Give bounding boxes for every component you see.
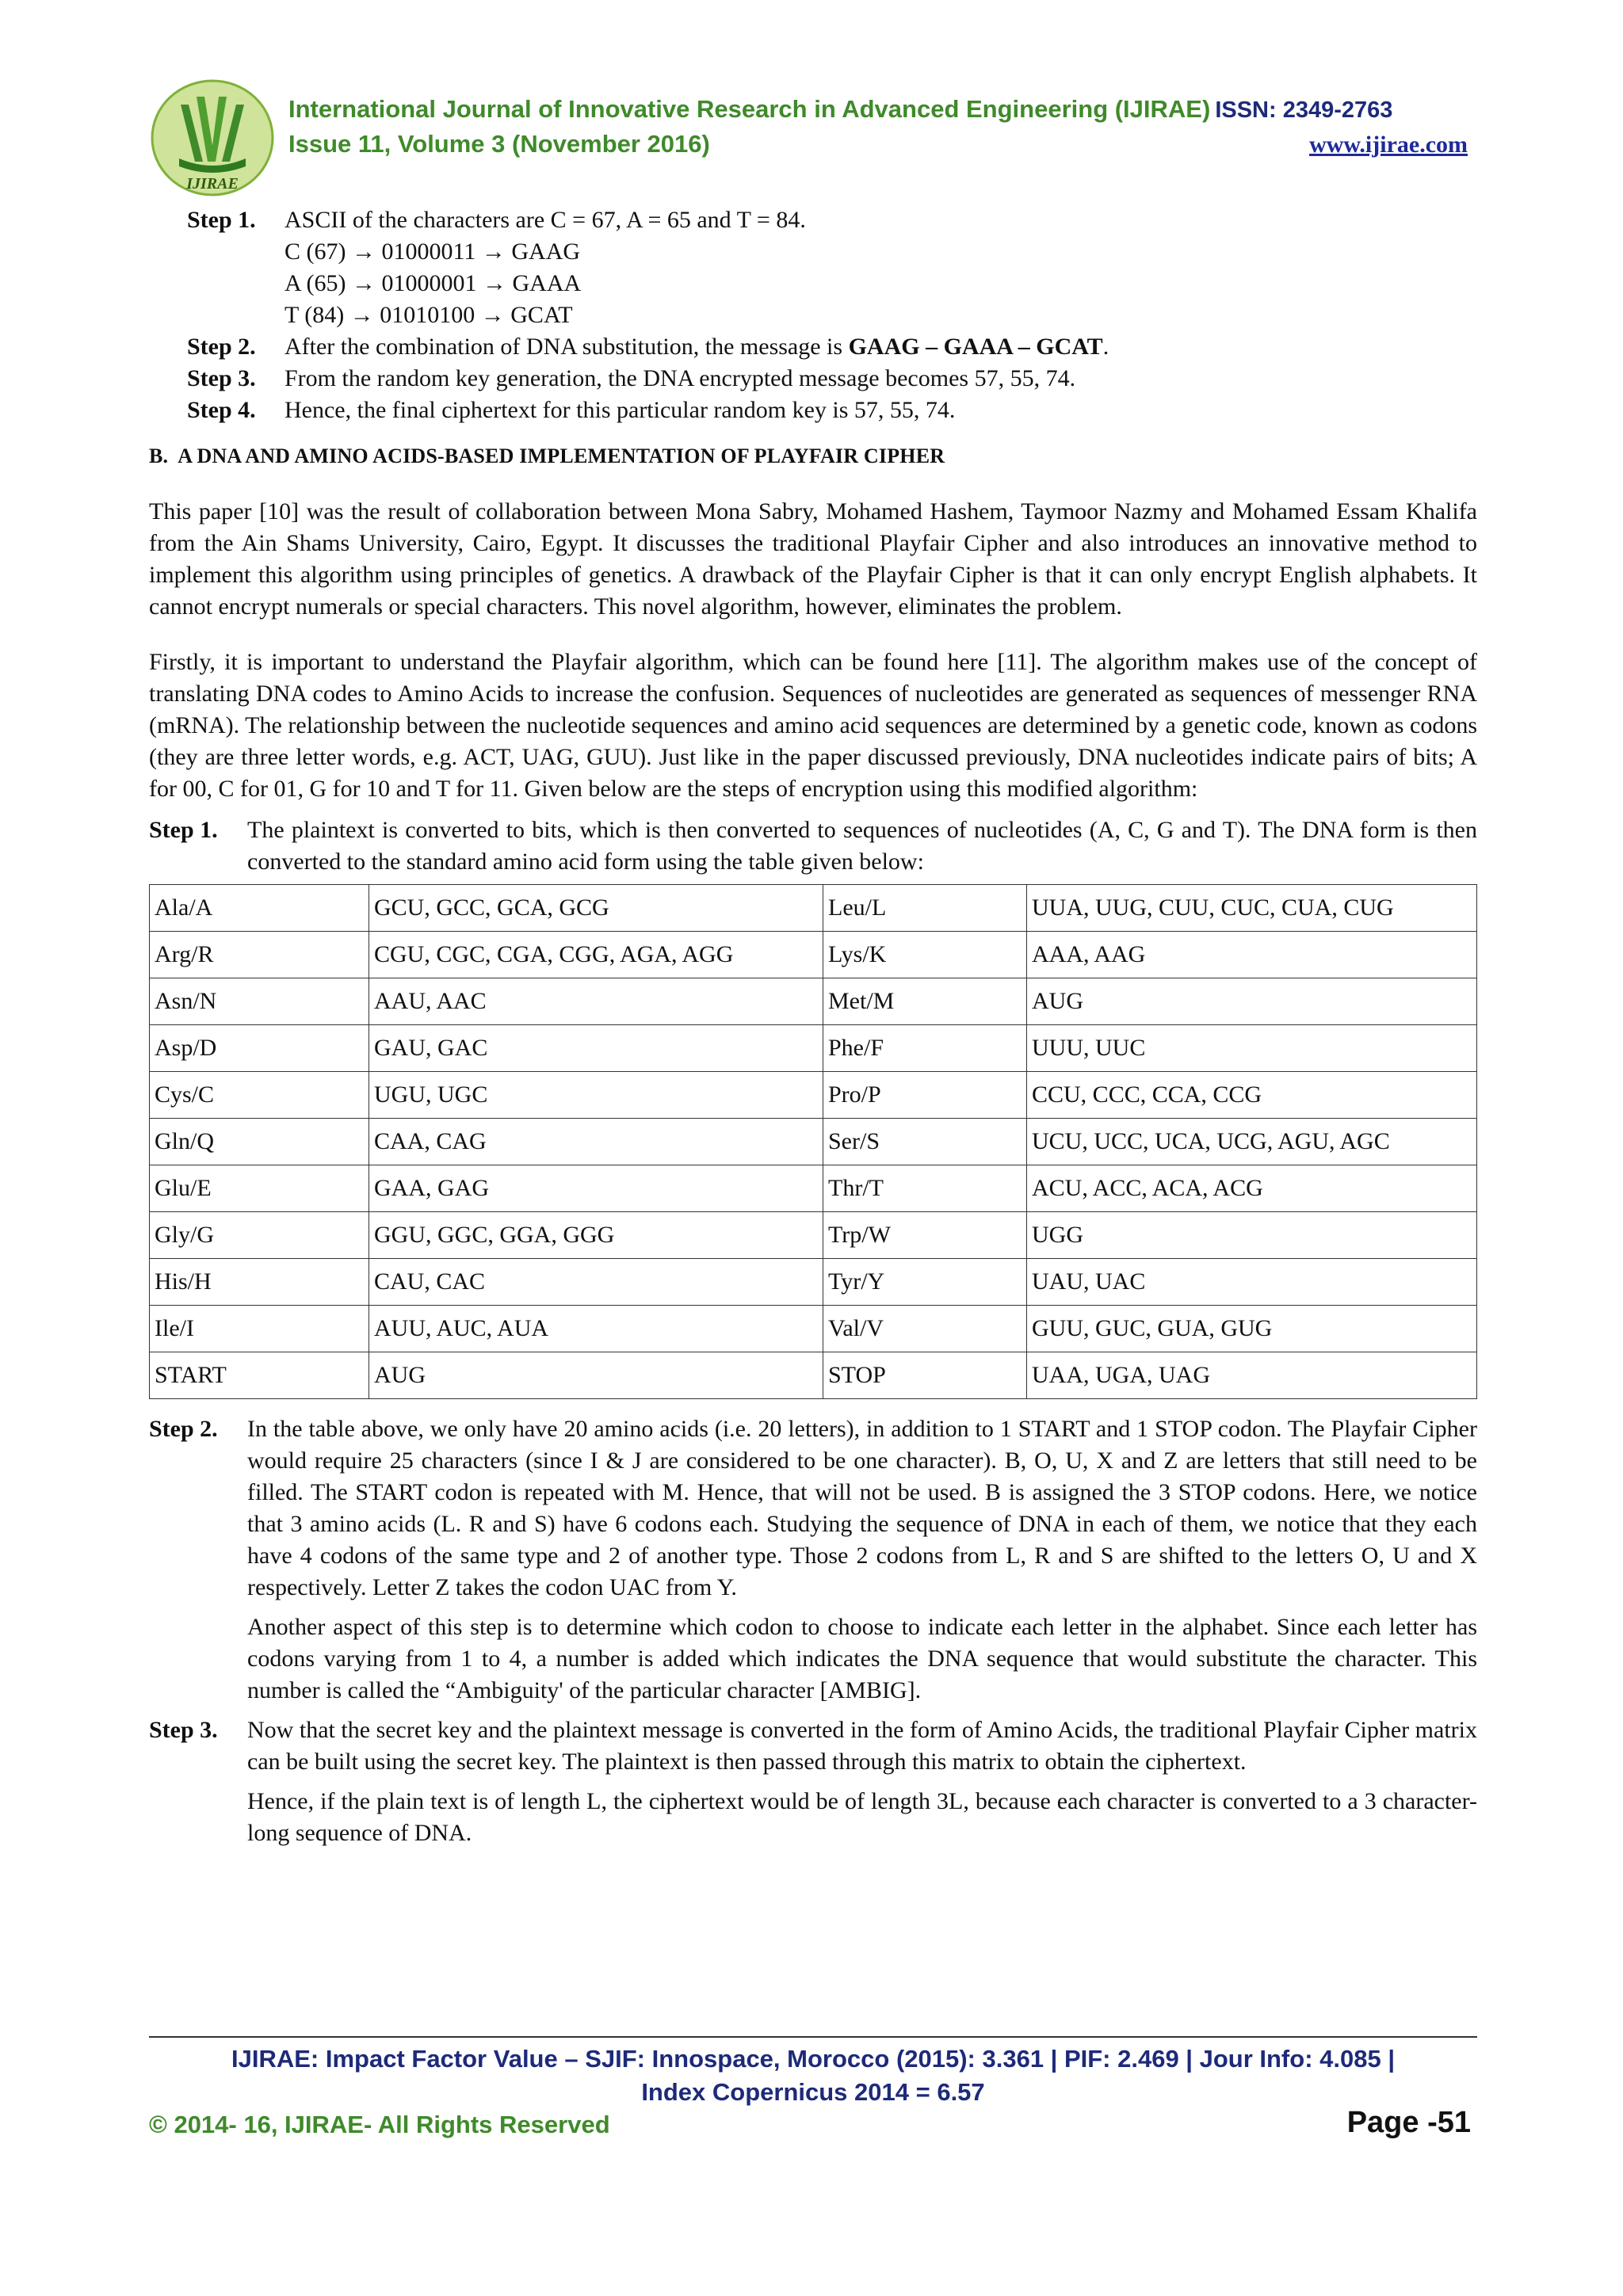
step-a4 (149, 395, 1477, 426)
codon-list: AUU, AUC, AUA (369, 1306, 823, 1352)
codon-list: GAA, GAG (369, 1165, 823, 1212)
paragraph-intro: This paper [10] was the result of collaboration between Mona Sabry, Mohamed Hashem, Taymoor Nazmy and Mohamed Essam Khalifa from the Ain Shams University, Cairo, Egypt. It discusses the traditional Playfair Cipher and also introduces an innovative method to implement this algorithm using principles of genetics. A drawback of the Playfair Cipher is that it can only encrypt English alphabets. It cannot encrypt numerals or special characters. This novel algorithm, however, eliminates the problem. (149, 498, 1477, 620)
journal-issn: ISSN: 2349-2763 (1215, 97, 1393, 123)
amino-acid-name: Asn/N (150, 978, 369, 1025)
step-label: Step 3. (149, 1717, 218, 1743)
amino-acid-name: Ile/I (150, 1306, 369, 1352)
step-label: Step 1. (149, 817, 218, 843)
table-row (150, 1119, 1477, 1165)
step-text: Hence, the final ciphertext for this particular random key is 57, 55, 74. (285, 397, 956, 423)
step-a2 (149, 331, 1477, 363)
step-label: Step 4. (187, 397, 256, 423)
codon-list: ACU, ACC, ACA, ACG (1027, 1165, 1477, 1212)
step-text: From the random key generation, the DNA encrypted message becomes 57, 55, 74. (285, 365, 1076, 391)
amino-acid-name: Asp/D (150, 1025, 369, 1072)
step-label: Step 2. (187, 334, 256, 360)
table-row (150, 932, 1477, 978)
codon-list: UCU, UCC, UCA, UCG, AGU, AGC (1027, 1119, 1477, 1165)
amino-acid-name: Glu/E (150, 1165, 369, 1212)
amino-acid-name: START (150, 1352, 369, 1399)
amino-acid-name: Trp/W (823, 1212, 1027, 1259)
conversion-line: A (65) → 01000001 → GAAA (285, 270, 582, 296)
table-row (150, 1025, 1477, 1072)
footer-copyright: © 2014- 16, IJIRAE- All Rights Reserved (149, 2111, 610, 2138)
step-b2 (149, 1413, 1477, 1714)
codon-list: AUG (1027, 978, 1477, 1025)
table-row (150, 978, 1477, 1025)
amino-acid-name: Ser/S (823, 1119, 1027, 1165)
codon-list: GGU, GGC, GGA, GGG (369, 1212, 823, 1259)
footer-divider (149, 2036, 1477, 2038)
step-b3 (149, 1714, 1477, 1857)
codon-list: UGU, UGC (369, 1072, 823, 1119)
step-paragraph: Hence, if the plain text is of length L, the ciphertext would be of length 3L, because each character is converted to a 3 character-long sequence of DNA. (247, 1788, 1477, 1846)
section-title: A DNA AND AMINO ACIDS-BASED IMPLEMENTATION OF PLAYFAIR CIPHER (178, 444, 945, 467)
paragraph-playfair: Firstly, it is important to understand the Playfair algorithm, which can be found here [11]. The algorithm makes use of the concept of translating DNA codes to Amino Acids to increase the confusion. Sequences of nucleotides are generated as sequences of messenger RNA (mRNA). The relationship between the nucleotide sequences and amino acid sequences are determined by a genetic code, known as codons (they are three letter words, e.g. ACT, UAG, GUU). Just like in the paper discussed previously, DNA nucleotides indicate pairs of bits; A for 00, C for 01, G for 10 and T for 11. Given below are the steps of encryption using this modified algorithm: (149, 649, 1477, 802)
table-row (150, 1306, 1477, 1352)
amino-acid-name: Met/M (823, 978, 1027, 1025)
journal-url-link[interactable]: www.ijirae.com (1309, 132, 1468, 158)
codon-list: CAU, CAC (369, 1259, 823, 1306)
codon-list: UAA, UGA, UAG (1027, 1352, 1477, 1399)
amino-acid-table (149, 884, 1477, 1399)
codon-list: AAA, AAG (1027, 932, 1477, 978)
amino-acid-name: Cys/C (150, 1072, 369, 1119)
amino-acid-name: Ala/A (150, 885, 369, 932)
page-number: Page -51 (1346, 2106, 1471, 2139)
logo-text: IJIRAE (186, 175, 239, 193)
footer-info-line: IJIRAE: Impact Factor Value – SJIF: Innospace, Morocco (2015): 3.361 | PIF: 2.469 | Jour Info: 4.085 | (231, 2045, 1395, 2073)
conversion-line: C (67) → 01000011 → GAAG (285, 238, 581, 265)
step-label: Step 2. (149, 1416, 218, 1442)
codon-list: UUU, UUC (1027, 1025, 1477, 1072)
amino-acid-name: Tyr/Y (823, 1259, 1027, 1306)
step-paragraph: Now that the secret key and the plaintext message is converted in the form of Amino Acids, the traditional Playfair Cipher matrix can be built using the secret key. The plaintext is then passed through this matrix to obtain the ciphertext. (247, 1717, 1477, 1775)
amino-acid-name: His/H (150, 1259, 369, 1306)
step-label: Step 1. (187, 207, 256, 233)
codon-list: AUG (369, 1352, 823, 1399)
codon-list: CAA, CAG (369, 1119, 823, 1165)
step-a3 (149, 363, 1477, 395)
table-row (150, 1259, 1477, 1306)
step-text (247, 1714, 1477, 1857)
amino-acid-name: Thr/T (823, 1165, 1027, 1212)
journal-issue: Issue 11, Volume 3 (November 2016) (288, 130, 710, 158)
amino-acid-name: Leu/L (823, 885, 1027, 932)
step-b1 (149, 814, 1477, 878)
table-row (150, 885, 1477, 932)
amino-acid-name: Arg/R (150, 932, 369, 978)
step-label: Step 3. (187, 365, 256, 391)
step-text: After the combination of DNA substitution, the message is GAAG – GAAA – GCAT. (285, 334, 1109, 360)
codon-list: GUU, GUC, GUA, GUG (1027, 1306, 1477, 1352)
table-row (150, 1072, 1477, 1119)
section-heading-b (149, 441, 1477, 472)
ijirae-logo (147, 73, 277, 200)
codon-list: CGU, CGC, CGA, CGG, AGA, AGG (369, 932, 823, 978)
amino-acid-name: STOP (823, 1352, 1027, 1399)
journal-title (288, 95, 1493, 124)
conversion-line: T (84) → 01010100 → GCAT (285, 302, 573, 328)
footer-impact-info (149, 2042, 1477, 2109)
step-a1 (149, 204, 1477, 236)
amino-acid-name: Phe/F (823, 1025, 1027, 1072)
step-text: ASCII of the characters are C = 67, A = 65 and T = 84. (285, 207, 806, 233)
journal-name: International Journal of Innovative Research in Advanced Engineering (IJIRAE) (288, 95, 1211, 123)
step-text (247, 1413, 1477, 1714)
amino-acid-name: Gln/Q (150, 1119, 369, 1165)
table-row (150, 1212, 1477, 1259)
amino-acid-name: Val/V (823, 1306, 1027, 1352)
codon-list: GCU, GCC, GCA, GCG (369, 885, 823, 932)
codon-list: GAU, GAC (369, 1025, 823, 1072)
table-row (150, 1165, 1477, 1212)
dna-message: GAAG – GAAA – GCAT (848, 334, 1103, 360)
table-row (150, 1352, 1477, 1399)
codon-list: CCU, CCC, CCA, CCG (1027, 1072, 1477, 1119)
codon-list: AAU, AAC (369, 978, 823, 1025)
footer-info-line: Index Copernicus 2014 = 6.57 (641, 2078, 985, 2106)
article-content (149, 204, 1477, 1857)
codon-list: UUA, UUG, CUU, CUC, CUA, CUG (1027, 885, 1477, 932)
section-letter: B. (149, 444, 169, 467)
step-text: The plaintext is converted to bits, which is then converted to sequences of nucleotides (A, C, G and T). The DNA form is then converted to the standard amino acid form using the table given below: (247, 817, 1477, 875)
step-paragraph: Another aspect of this step is to determine which codon to choose to indicate each letter in the alphabet. Since each letter has codons varying from 1 to 4, a number is added which indicates the DNA sequence that would substitute the character. This number is called the “Ambiguity' of the particular character [AMBIG]. (247, 1614, 1477, 1703)
steps-section-a (149, 204, 1477, 426)
amino-acid-name: Lys/K (823, 932, 1027, 978)
codon-list: UGG (1027, 1212, 1477, 1259)
codon-list: UAU, UAC (1027, 1259, 1477, 1306)
step-paragraph: In the table above, we only have 20 amino acids (i.e. 20 letters), in addition to 1 START and 1 STOP codon. The Playfair Cipher would require 25 characters (since I & J are considered to be one character). B, O, U, X and Z are letters that still need to be filled. The START codon is repeated with M. Hence, that will not be used. B is assigned the 3 STOP codons. Here, we notice that 3 amino acids (L. R and S) have 6 codons each. Studying the sequence of DNA in each of them, we notice that they each have 4 codons of the same type and 2 of another type. Those 2 codons from L, R and S are shifted to the letters O, U and X respectively. Letter Z takes the codon UAC from Y. (247, 1416, 1477, 1600)
amino-acid-name: Gly/G (150, 1212, 369, 1259)
amino-acid-name: Pro/P (823, 1072, 1027, 1119)
